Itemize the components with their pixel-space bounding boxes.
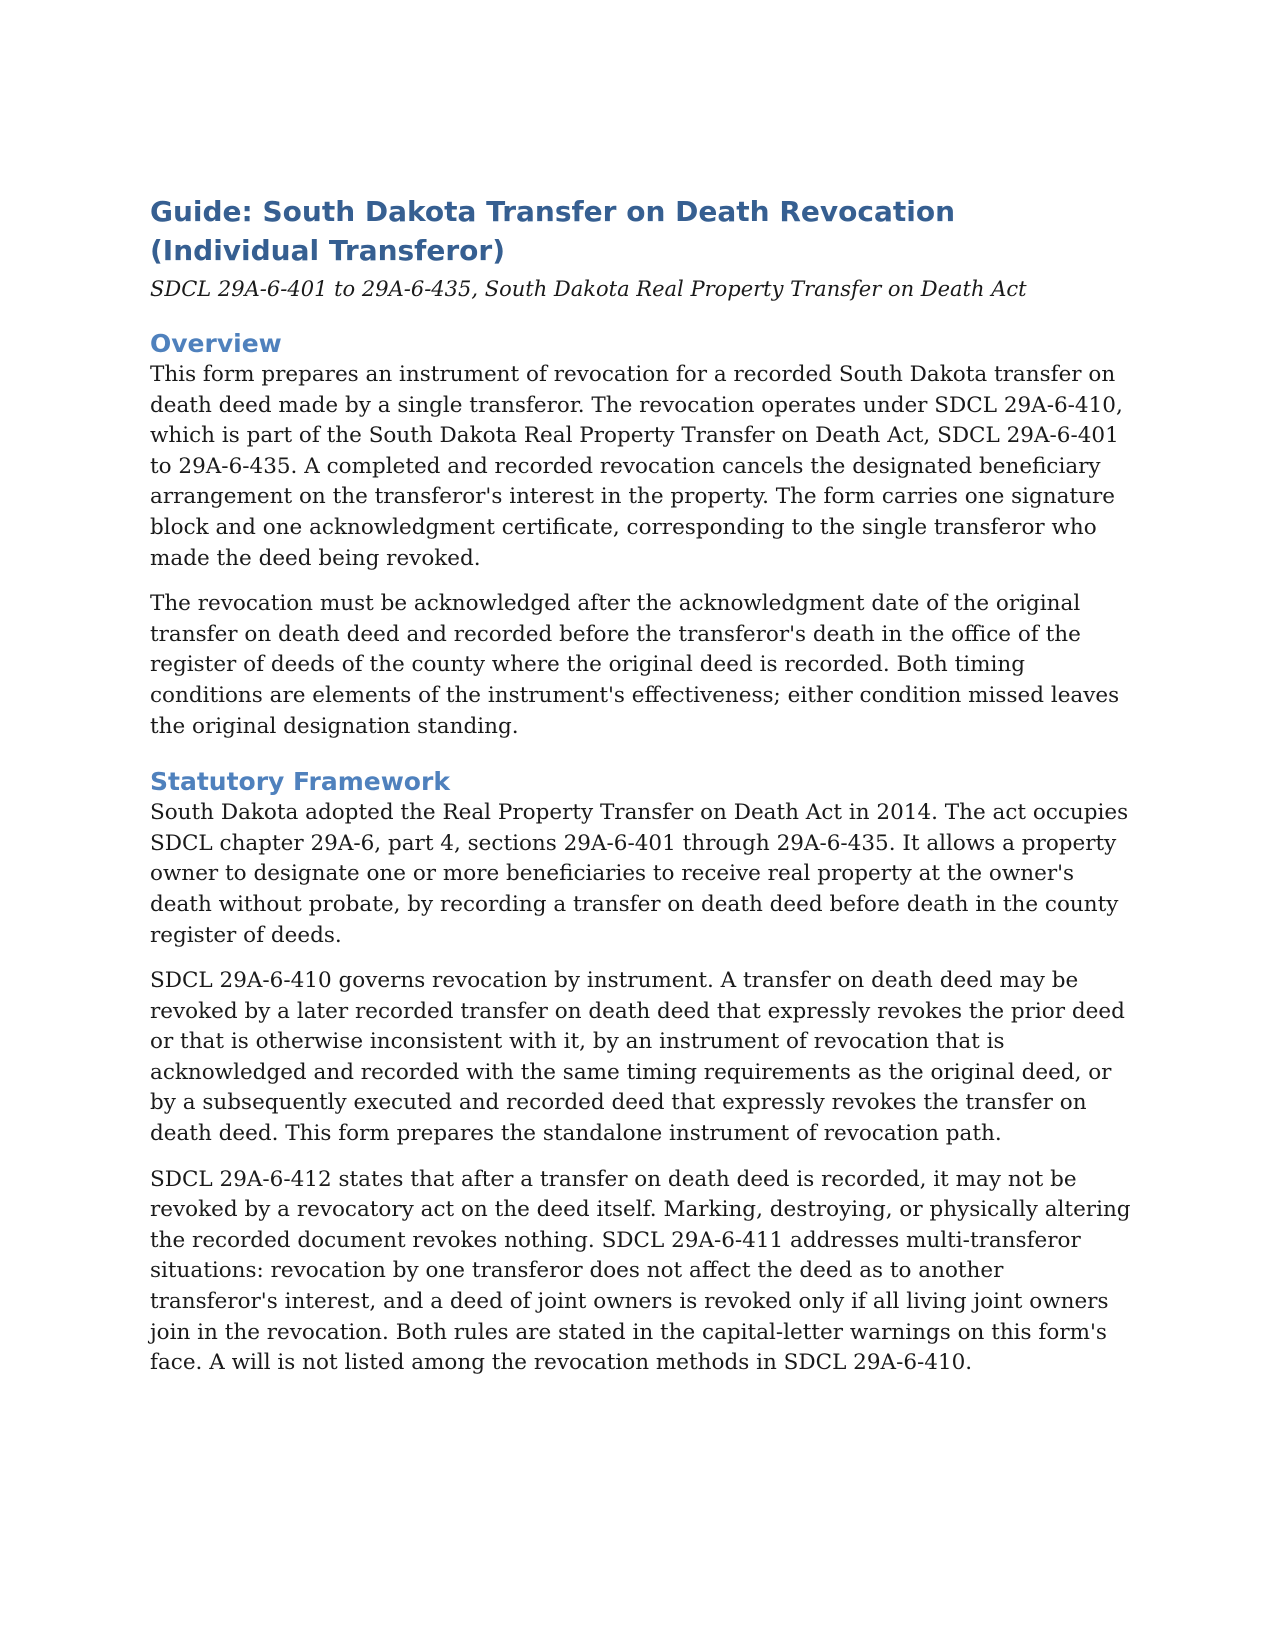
section-heading: Overview xyxy=(150,329,282,358)
section-statutory-framework xyxy=(150,766,1132,1379)
document-page xyxy=(150,192,1132,1379)
paragraph: SDCL 29A-6-412 states that after a transfer on death deed is recorded, it may not be revoked by a revocatory act on the deed itself. Marking, destroying, or physically altering the recorded document revokes nothing. SDCL 29A-6-411 addresses multi-transferor situations: revocation by one transferor does not affect the deed as to another transferor's interest, and a deed of joint owners is revoked only if all living joint owners join in the revocation. Both rules are stated in the capital-letter warnings on this form's face. A will is not listed among the revocation methods in SDCL 29A-6-410. xyxy=(150,1166,1131,1376)
paragraph: South Dakota adopted the Real Property Transfer on Death Act in 2014. The act occupies SDCL chapter 29A-6, part 4, sections 29A-6-401 through 29A-6-435. It allows a property owner to designate one or more beneficiaries to receive real property at the owner's death without probate, by recording a transfer on death deed before death in the county register of deeds. xyxy=(150,800,1129,948)
paragraph: The revocation must be acknowledged after the acknowledgment date of the original transfer on death deed and recorded before the transferor's death in the office of the register of deeds of the county where the original deed is recorded. Both timing conditions are elements of the instrument's effectiveness; either condition missed leaves the original designation standing. xyxy=(150,591,1120,739)
paragraph: SDCL 29A-6-410 governs revocation by instrument. A transfer on death deed may be revoked by a later recorded transfer on death deed that expressly revokes the prior deed or that is otherwise inconsistent with it, by an instrument of revocation that is acknowledged and recorded with the same timing requirements as the original deed, or by a subsequently executed and recorded deed that expressly revokes the transfer on death deed. This form prepares the standalone instrument of revocation path. xyxy=(150,968,1125,1147)
section-heading: Statutory Framework xyxy=(150,767,450,797)
document-title: Guide: South Dakota Transfer on Death Revocation (Individual Transferor) xyxy=(150,195,956,267)
paragraph: This form prepares an instrument of revocation for a recorded South Dakota transfer on death deed made by a single transferor. The revocation operates under SDCL 29A-6-410, which is part of the South Dakota Real Property Transfer on Death Act, SDCL 29A-6-401 to 29A-6-435. A completed and recorded revocation cancels the designated beneficiary arrangement on the transferor's interest in the property. The form carries one signature block and one acknowledgment certificate, corresponding to the single transferor who made the deed being revoked. xyxy=(150,362,1123,571)
document-subtitle: SDCL 29A-6-401 to 29A-6-435, South Dakota Real Property Transfer on Death Act xyxy=(150,277,1027,301)
section-overview xyxy=(150,328,1132,742)
